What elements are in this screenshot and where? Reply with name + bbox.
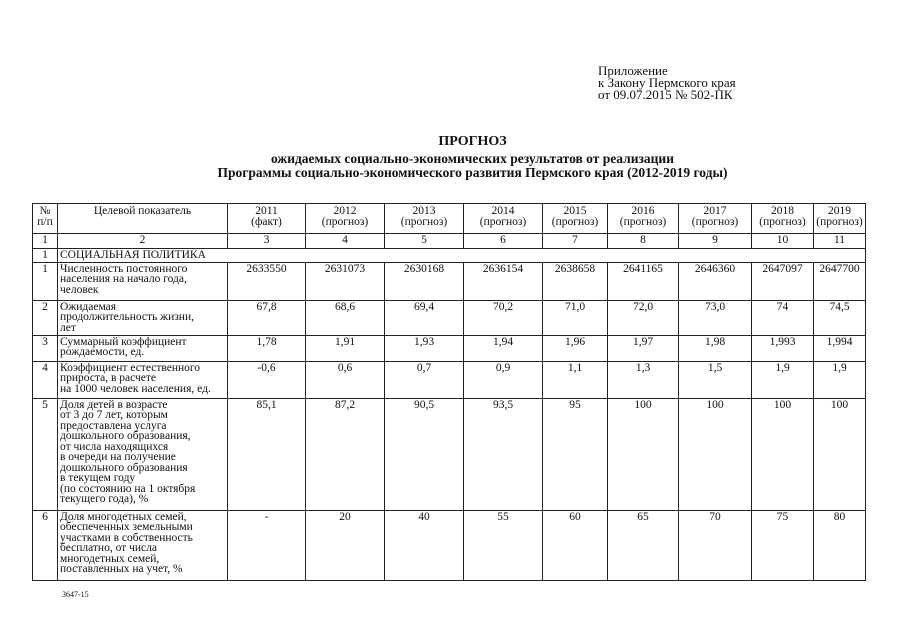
value-cell: 1,9: [814, 361, 866, 398]
table-row: [33, 510, 866, 580]
value-cell: 73,0: [679, 300, 752, 335]
value-cell: 1,994: [814, 335, 866, 361]
header-year: 2013 (прогноз): [385, 204, 464, 234]
indicator-label-line: предоставлена услуга: [60, 419, 167, 432]
indicator-label: [58, 398, 228, 510]
value-cell: 74,5: [814, 300, 866, 335]
indicator-label: [58, 262, 228, 300]
value-cell: 2647097: [752, 262, 814, 300]
value-cell: 0,6: [306, 361, 385, 398]
value-cell: -: [228, 510, 306, 580]
indicator-label: [58, 335, 228, 361]
header-year: 2016 (прогноз): [608, 204, 679, 234]
indicator-label-line: на 1000 человек населения, ед.: [60, 382, 211, 395]
value-cell: 74: [752, 300, 814, 335]
subtitle-line-2: Программы социально-экономического развития Пермского края (2012-2019 годы): [217, 165, 728, 180]
value-cell: 1,9: [752, 361, 814, 398]
indicator-label: [58, 510, 228, 580]
value-cell: 1,93: [385, 335, 464, 361]
value-cell: 67,8: [228, 300, 306, 335]
annex-note: [598, 65, 736, 101]
col-number: 2: [58, 234, 228, 249]
col-number: 1: [33, 234, 58, 249]
indicator-label: [58, 361, 228, 398]
indicator-rows: [33, 262, 866, 580]
row-number: 3: [33, 335, 58, 361]
indicator-label-line: Суммарный коэффициент: [60, 335, 187, 348]
indicator-label-line: обеспеченных земельными: [60, 521, 193, 533]
value-cell: 20: [306, 510, 385, 580]
col-number: 7: [543, 234, 608, 249]
header-indicator: Целевой показатель: [58, 204, 228, 234]
table-row: [33, 398, 866, 510]
value-cell: 68,6: [306, 300, 385, 335]
value-cell: 2646360: [679, 262, 752, 300]
annex-line-1: Приложение: [598, 63, 668, 78]
col-number: 3: [228, 234, 306, 249]
value-cell: 87,2: [306, 398, 385, 510]
value-cell: 93,5: [464, 398, 543, 510]
value-cell: 1,98: [679, 335, 752, 361]
value-cell: 2631073: [306, 262, 385, 300]
header-year: 2012 (прогноз): [306, 204, 385, 234]
value-cell: -0,6: [228, 361, 306, 398]
col-number: 4: [306, 234, 385, 249]
value-cell: 100: [752, 398, 814, 510]
value-cell: 1,5: [679, 361, 752, 398]
value-cell: 0,9: [464, 361, 543, 398]
value-cell: 2641165: [608, 262, 679, 300]
indicator-label: [58, 300, 228, 335]
value-cell: 95: [543, 398, 608, 510]
indicator-label-line: участками в собственность: [60, 531, 193, 544]
value-cell: 85,1: [228, 398, 306, 510]
col-number: 11: [814, 234, 866, 249]
header-row: [33, 204, 866, 234]
indicator-label-line: дошкольного образования,: [60, 430, 191, 442]
column-number-row: [33, 234, 866, 249]
table-row: [33, 300, 866, 335]
indicator-label-line: от 3 до 7 лет, которым: [60, 409, 168, 421]
header-year: 2015 (прогноз): [543, 204, 608, 234]
value-cell: 72,0: [608, 300, 679, 335]
value-cell: 65: [608, 510, 679, 580]
value-cell: 1,78: [228, 335, 306, 361]
value-cell: 2636154: [464, 262, 543, 300]
value-cell: 100: [608, 398, 679, 510]
header-year: 2011 (факт): [228, 204, 306, 234]
section-title: СОЦИАЛЬНАЯ ПОЛИТИКА: [58, 249, 866, 263]
indicator-label-line: населения на начало года,: [60, 273, 187, 285]
header-num: № п/п: [33, 204, 58, 234]
header-year: 2014 (прогноз): [464, 204, 543, 234]
indicator-label-line: продолжительность жизни,: [60, 311, 194, 323]
subtitle-line-1: ожидаемых социально-экономических результатов от реализации: [271, 151, 674, 166]
indicator-label-line: Ожидаемая: [60, 300, 117, 313]
row-number: 1: [33, 262, 58, 300]
header-year: 2017 (прогноз): [679, 204, 752, 234]
value-cell: 71,0: [543, 300, 608, 335]
indicator-label-line: рождаемости, ед.: [60, 346, 145, 358]
indicator-label-line: Доля детей в возрасте: [60, 398, 168, 411]
table-row: [33, 262, 866, 300]
indicator-label-line: в очереди на получение: [60, 451, 176, 463]
indicator-label-line: прироста, в расчете: [60, 372, 157, 384]
indicator-label-line: дошкольного образования: [60, 461, 188, 474]
footer-code: 3647-15: [62, 590, 89, 599]
value-cell: 90,5: [385, 398, 464, 510]
row-number: 5: [33, 398, 58, 510]
value-cell: 70: [679, 510, 752, 580]
indicator-label-line: Доля многодетных семей,: [60, 510, 187, 523]
value-cell: 1,1: [543, 361, 608, 398]
indicator-label-line: Численность постоянного: [60, 262, 188, 275]
col-number: 6: [464, 234, 543, 249]
value-cell: 80: [814, 510, 866, 580]
header-year: 2019 (прогноз): [814, 204, 866, 234]
value-cell: 0,7: [385, 361, 464, 398]
value-cell: 1,94: [464, 335, 543, 361]
indicator-label-line: от числа находящихся: [60, 440, 169, 453]
value-cell: 75: [752, 510, 814, 580]
section-num: 1: [33, 249, 58, 263]
section-row: [33, 249, 866, 263]
indicator-label-line: лет: [60, 321, 76, 334]
indicator-label-line: (по состоянию на 1 октября: [60, 482, 196, 495]
value-cell: 2633550: [228, 262, 306, 300]
col-number: 9: [679, 234, 752, 249]
document-subtitle: [20, 152, 905, 180]
value-cell: 1,993: [752, 335, 814, 361]
indicator-label-line: бесплатно, от числа: [60, 542, 157, 554]
value-cell: 55: [464, 510, 543, 580]
value-cell: 1,97: [608, 335, 679, 361]
value-cell: 60: [543, 510, 608, 580]
indicator-label-line: многодетных семей,: [60, 552, 160, 565]
indicator-label-line: поставленных на учет, %: [60, 563, 183, 575]
value-cell: 100: [814, 398, 866, 510]
value-cell: 70,2: [464, 300, 543, 335]
indicator-label-line: Коэффициент естественного: [60, 361, 201, 374]
value-cell: 2647700: [814, 262, 866, 300]
col-number: 8: [608, 234, 679, 249]
table-row: [33, 361, 866, 398]
header-year: 2018 (прогноз): [752, 204, 814, 234]
value-cell: 1,3: [608, 361, 679, 398]
value-cell: 1,96: [543, 335, 608, 361]
forecast-table: [32, 203, 866, 581]
row-number: 4: [33, 361, 58, 398]
indicator-label-line: в текущем году: [60, 472, 136, 484]
annex-line-3: от 09.07.2015 № 502-ПК: [598, 87, 733, 102]
annex-line-2: к Закону Пермского края: [598, 75, 736, 90]
value-cell: 100: [679, 398, 752, 510]
row-number: 2: [33, 300, 58, 335]
table-row: [33, 335, 866, 361]
indicator-label-line: человек: [60, 283, 99, 296]
row-number: 6: [33, 510, 58, 580]
col-number: 5: [385, 234, 464, 249]
value-cell: 2638658: [543, 262, 608, 300]
value-cell: 2630168: [385, 262, 464, 300]
document-title: ПРОГНОЗ: [438, 134, 507, 149]
col-number: 10: [752, 234, 814, 249]
value-cell: 69,4: [385, 300, 464, 335]
value-cell: 40: [385, 510, 464, 580]
value-cell: 1,91: [306, 335, 385, 361]
indicator-label-line: текущего года), %: [60, 493, 149, 505]
